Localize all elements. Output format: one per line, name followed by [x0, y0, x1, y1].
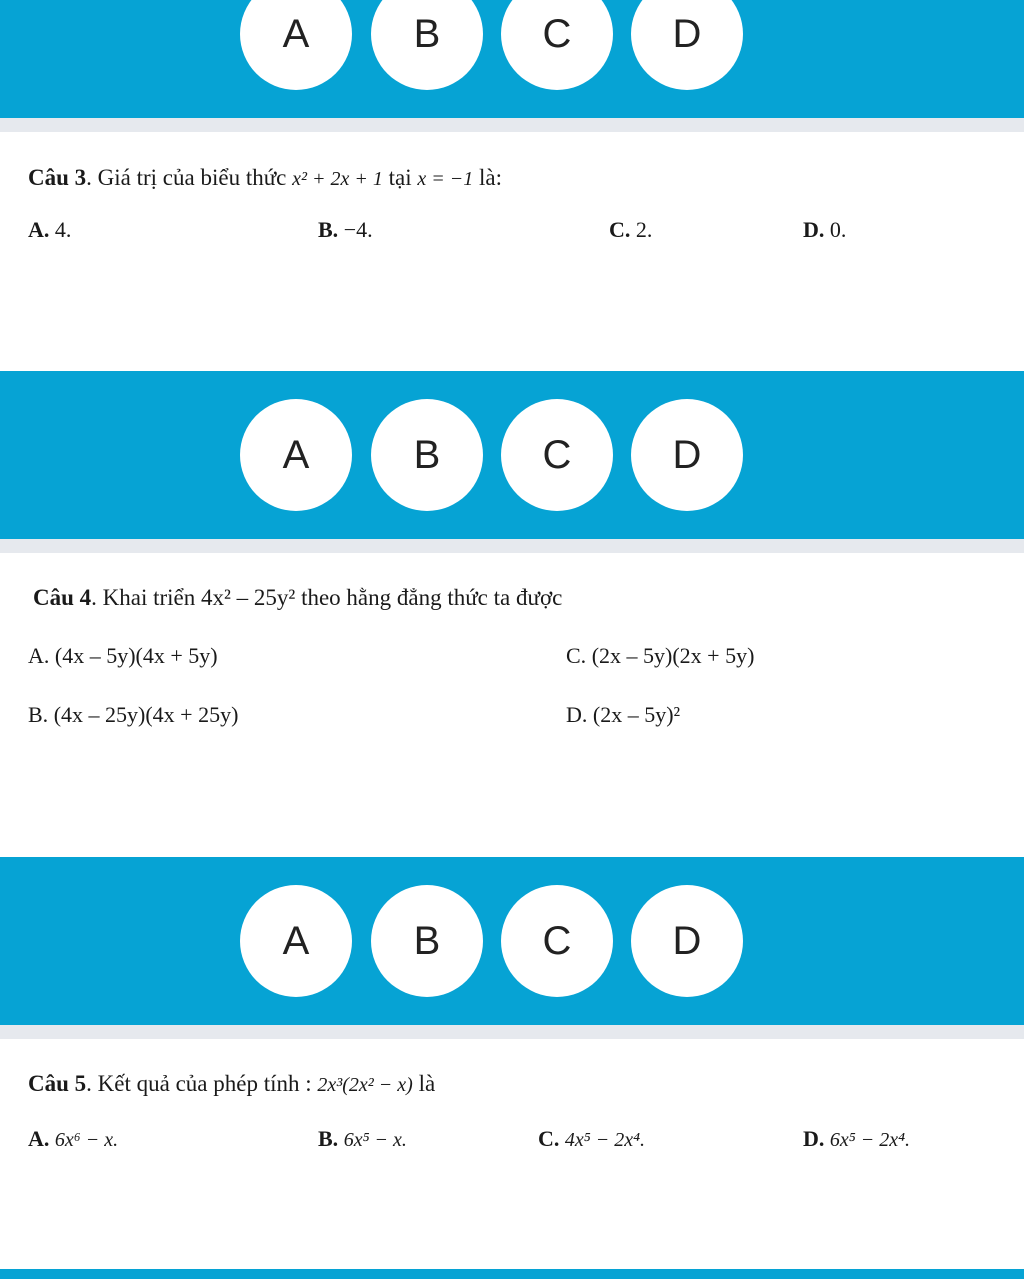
answer-value: (4x – 25y)(4x + 25y): [53, 702, 239, 727]
answer-button-d[interactable]: D: [631, 0, 743, 90]
answer-value: 4x⁵ − 2x⁴.: [564, 1129, 646, 1151]
answer-key: B.: [28, 702, 49, 727]
separator: [0, 539, 1024, 553]
answer-option: [609, 217, 652, 243]
question-text: . Giá trị của biểu thức: [86, 165, 293, 190]
question-3: [28, 165, 502, 191]
answer-value: (2x – 5y)(2x + 5y): [591, 643, 755, 668]
answer-key: A.: [28, 217, 50, 242]
question-5: [28, 1071, 435, 1097]
separator: [0, 1025, 1024, 1039]
answer-option: [28, 643, 218, 669]
answer-button-b[interactable]: B: [371, 0, 483, 90]
answer-button-b[interactable]: B: [371, 399, 483, 511]
answer-option: [803, 217, 846, 243]
question-4: [33, 585, 562, 611]
answer-button-d[interactable]: D: [631, 399, 743, 511]
answer-option: [566, 702, 680, 728]
answer-button-c[interactable]: C: [501, 399, 613, 511]
question-number: Câu 5: [28, 1071, 87, 1096]
answer-option: [318, 217, 373, 243]
answer-value: 0.: [829, 217, 847, 242]
question-text: . Kết quả của phép tính :: [86, 1071, 318, 1096]
answer-option: [318, 1126, 407, 1152]
answer-value: (4x – 5y)(4x + 5y): [54, 643, 218, 668]
answer-key: B.: [318, 1126, 339, 1151]
answer-key: C.: [566, 643, 587, 668]
answer-key: B.: [318, 217, 339, 242]
question-text: là: [418, 1071, 436, 1096]
answer-button-a[interactable]: A: [240, 399, 352, 511]
answer-bar-4: [0, 1269, 1024, 1279]
answer-key: C.: [609, 217, 631, 242]
question-text: tại: [388, 165, 418, 190]
separator: [0, 118, 1024, 132]
math-expression: x² + 2x + 1: [292, 168, 383, 190]
answer-value: 6x⁶ − x.: [54, 1129, 119, 1151]
question-text: . Khai triển: [91, 585, 202, 610]
answer-key: D.: [803, 1126, 825, 1151]
answer-option: [28, 217, 71, 243]
answer-option: [803, 1126, 910, 1152]
question-number: Câu 3: [28, 165, 87, 190]
answer-button-b[interactable]: B: [371, 885, 483, 997]
answer-value: (2x – 5y)²: [592, 702, 681, 727]
answer-option: [28, 1126, 118, 1152]
answer-button-a[interactable]: A: [240, 0, 352, 90]
answer-value: 6x⁵ − 2x⁴.: [829, 1129, 911, 1151]
question-text: theo hằng đẳng thức ta được: [295, 585, 563, 610]
answer-button-c[interactable]: C: [501, 885, 613, 997]
question-text: là:: [479, 165, 503, 190]
answer-option: [538, 1126, 645, 1152]
answer-value: 2.: [635, 217, 653, 242]
answer-key: A.: [28, 643, 50, 668]
answer-button-a[interactable]: A: [240, 885, 352, 997]
math-condition: x = −1: [417, 168, 474, 190]
answer-key: C.: [538, 1126, 560, 1151]
answer-button-c[interactable]: C: [501, 0, 613, 90]
answer-option: [28, 702, 238, 728]
math-expression: 4x² – 25y²: [201, 585, 296, 610]
answer-value: −4.: [343, 217, 373, 242]
answer-button-d[interactable]: D: [631, 885, 743, 997]
question-number: Câu 4: [33, 585, 92, 610]
answer-value: 6x⁵ − x.: [343, 1129, 407, 1151]
answer-key: A.: [28, 1126, 50, 1151]
answer-key: D.: [803, 217, 825, 242]
answer-key: D.: [566, 702, 588, 727]
answer-value: 4.: [54, 217, 72, 242]
answer-option: [566, 643, 754, 669]
math-expression: 2x³(2x² − x): [317, 1074, 413, 1096]
